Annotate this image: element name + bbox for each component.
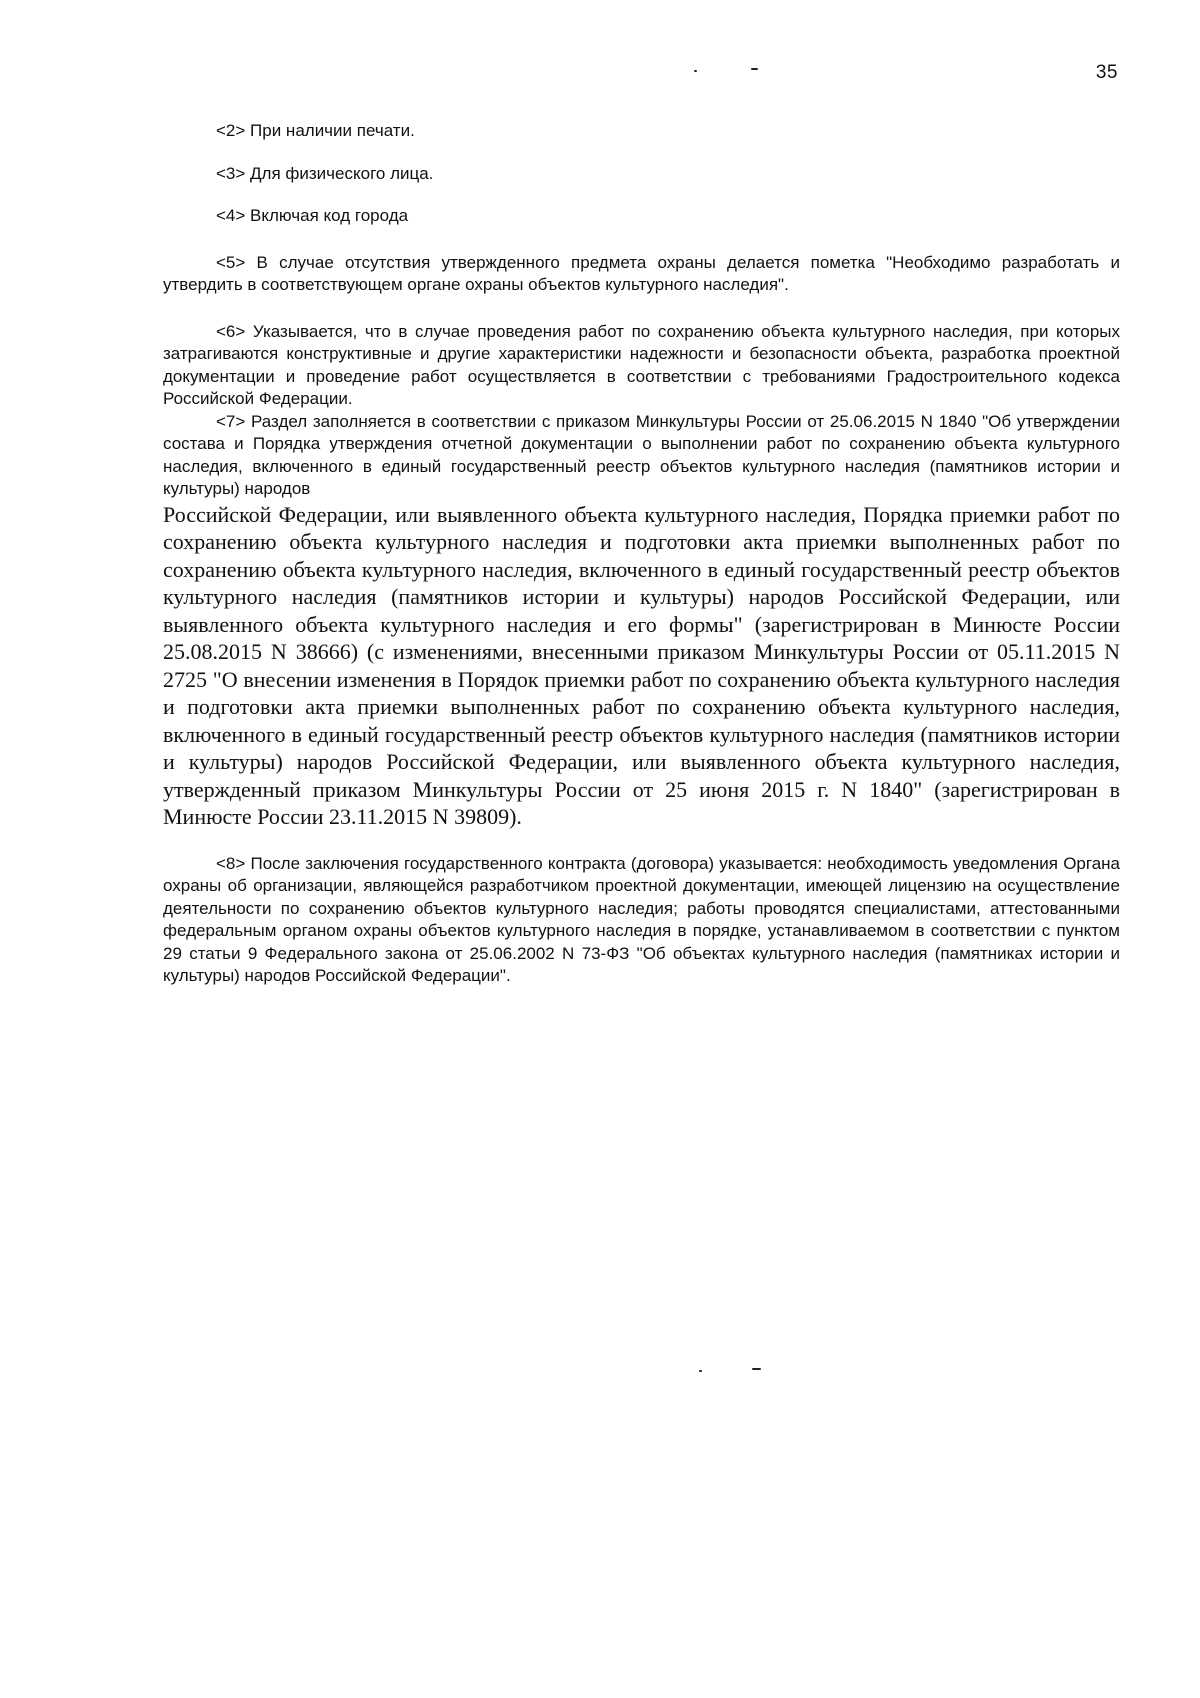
footnote-2: <2> При наличии печати. (216, 121, 415, 140)
scan-mark-top-right (751, 68, 758, 70)
scan-mark-bottom-right (752, 1368, 761, 1370)
footnote-4: <4> Включая код города (216, 206, 409, 225)
footnote-3: <3> Для физического лица. (216, 163, 434, 183)
footnote-7-header: <7> Раздел заполняется в соответствии с приказом Минкультуры России от 25.06.2015 N 1840 "Об утверждении состава и Порядка утверждения отчетной документации о выполнении работ по сохранению объекта культурного наследия, включенного в единый государственный реестр объектов культурного наследия (памятников истории и культуры) народов (163, 411, 1120, 498)
footnote-5: <5> В случае отсутствия утвержденного предмета охраны делается пометка "Необходимо разработать и утвердить в соответствующем органе охраны объектов культурного наследия". (163, 252, 1120, 294)
footnote-7-body: Российской Федерации, или выявленного объекта культурного наследия, Порядка приемки работ по сохранению объекта культурного наследия и подготовки акта приемки выполненных работ по сохранению объекта культурного наследия, включенного в единый государственный реестр объектов культурного наследия (памятников истории и культуры) народов Российской Федерации, или выявленного объекта культурного наследия и его формы" (зарегистрирован в Минюсте России 25.08.2015 N 38666) (с изменениями, внесенными приказом Минкультуры России от 05.11.2015 N 2725 "О внесении изменения в Порядок приемки работ по сохранению объекта культурного наследия и подготовки акта приемки выполненных работ по сохранению объекта культурного наследия, включенного в единый государственный реестр объектов культурного наследия (памятников истории и культуры) народов Российской Федерации, или выявленного объекта культурного наследия, утвержденный приказом Минкультуры России от 25 июня 2015 г. N 1840" (зарегистрирован в Минюсте России 23.11.2015 N 39809). (163, 501, 1120, 829)
page-number: 35 (1095, 62, 1118, 83)
scan-mark-top-left (694, 70, 697, 72)
scan-mark-bottom-left (699, 1370, 702, 1372)
footnotes-section (163, 120, 1120, 988)
footnote-8: <8> После заключения государственного контракта (договора) указывается: необходимость уведомления Органа охраны об организации, являющейся разработчиком проектной документации, имеющей лицензию на осуществление деятельности по сохранению объектов культурного наследия; работы проводятся специалистами, аттестованными федеральным органом охраны объектов культурного наследия в порядке, устанавливаемом в соответствии с пунктом 29 статьи 9 Федерального закона от 25.06.2002 N 73-ФЗ "Об объектах культурного наследия (памятниках истории и культуры) народов Российской Федерации". (163, 853, 1120, 985)
footnote-6: <6> Указывается, что в случае проведения работ по сохранению объекта культурного наследия, при которых затрагиваются конструктивные и другие характеристики надежности и безопасности объекта, разработка проектной документации и проведение работ осуществляется в соответствии с требованиями Градостроительного кодекса Российской Федерации. (163, 321, 1120, 408)
